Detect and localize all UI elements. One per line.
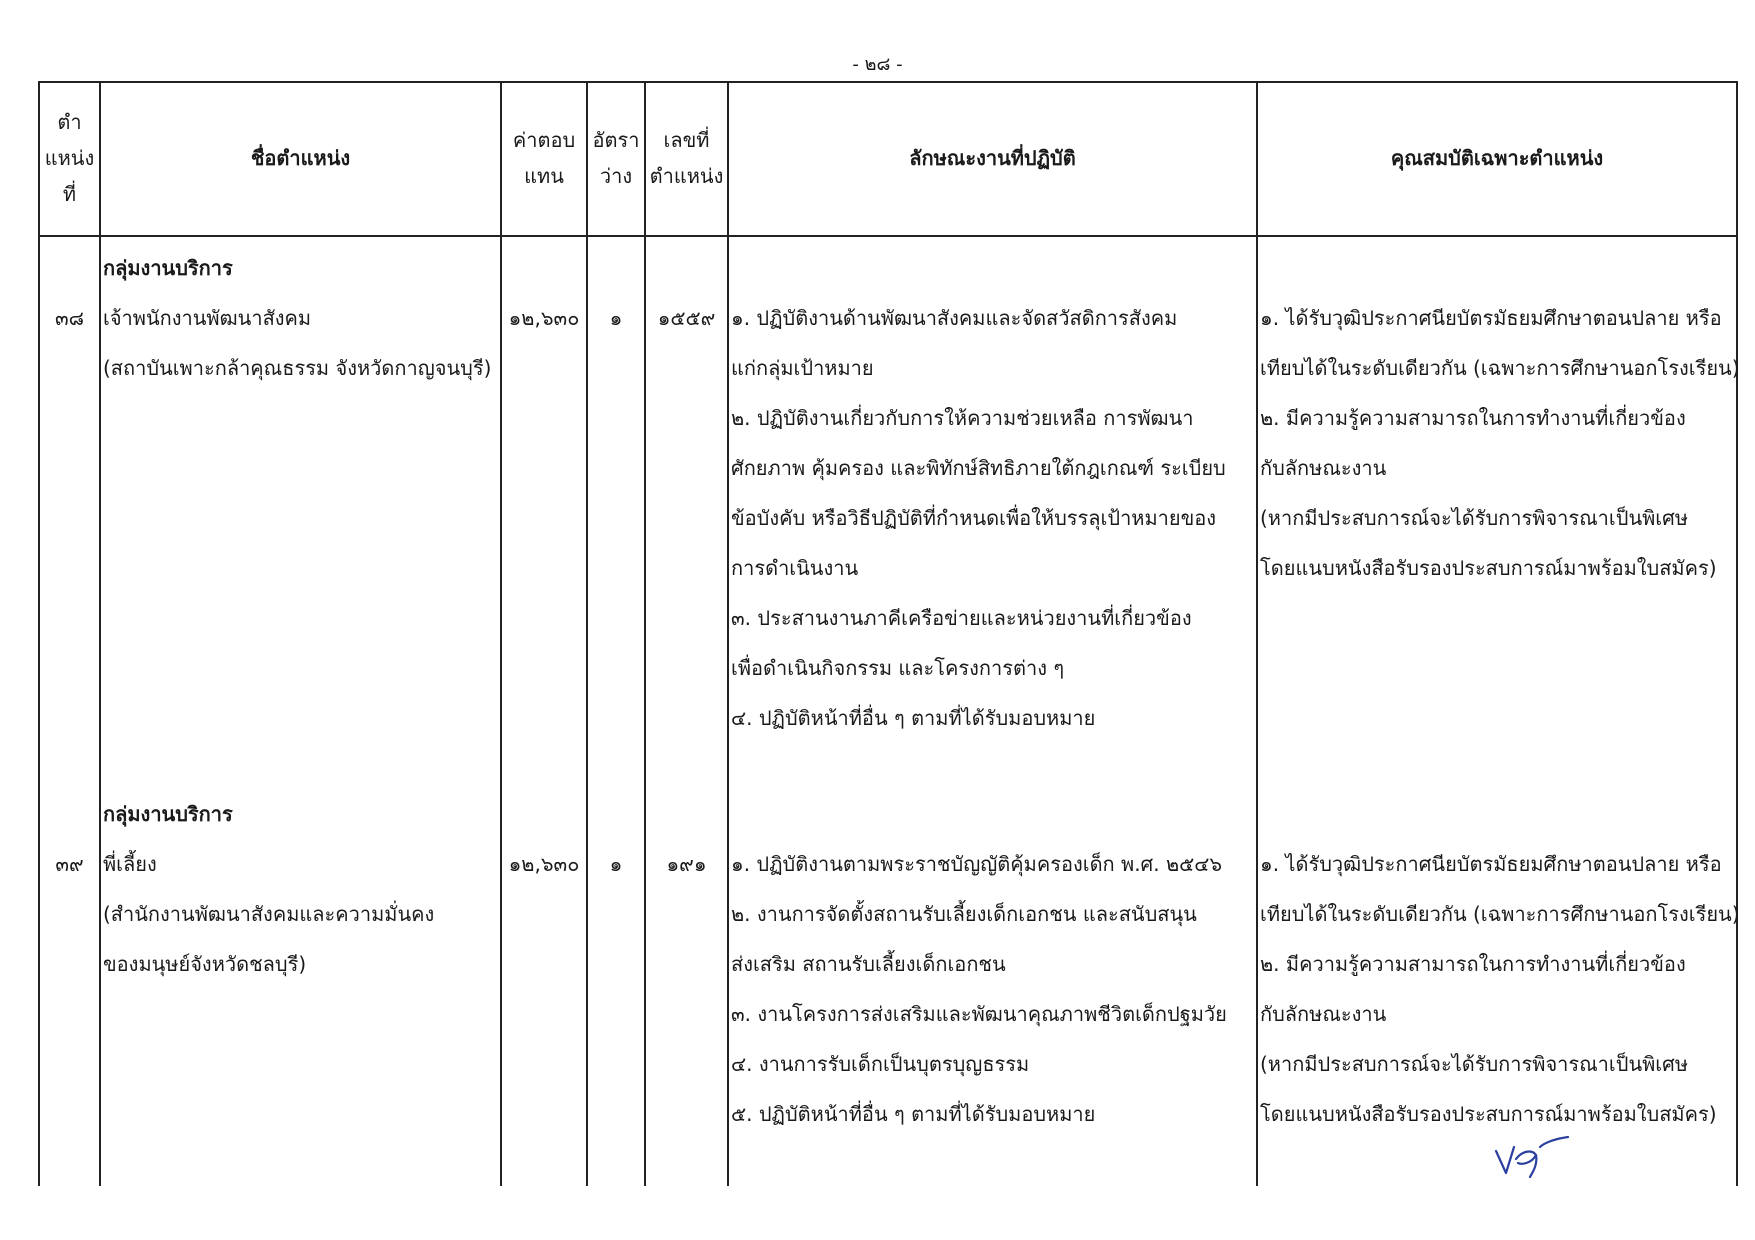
- duty-line: ๓. ประสานงานภาคีเครือข่ายและหน่วยงานที่เกี่ยวข้อง: [731, 606, 1192, 630]
- header-name: ชื่อตำแหน่ง: [250, 146, 351, 170]
- position-unit: (สำนักงานพัฒนาสังคมและความมั่นคง: [103, 902, 435, 926]
- compensation: ๑๒,๖๓๐: [508, 306, 580, 330]
- qualification-line: เทียบได้ในระดับเดียวกัน (เฉพาะการศึกษานอกโรงเรียน): [1260, 902, 1740, 926]
- signature-initials: [1492, 1133, 1572, 1181]
- position-number: ๓๘: [54, 306, 85, 330]
- duty-line: ๕. ปฏิบัติหน้าที่อื่น ๆ ตามที่ได้รับมอบหมาย: [731, 1102, 1096, 1126]
- position-code: ๑๙๑: [666, 852, 707, 876]
- qualification-line: (หากมีประสบการณ์จะได้รับการพิจารณาเป็นพิเศษ: [1260, 506, 1689, 530]
- position-number: ๓๙: [55, 852, 84, 876]
- column-divider: [586, 81, 588, 1186]
- header-no: ตำ แหน่ง ที่: [44, 110, 95, 206]
- duty-line: การดำเนินงาน: [731, 556, 859, 580]
- qualification-line: ๑. ได้รับวุฒิประกาศนียบัตรมัธยมศึกษาตอนปลาย หรือ: [1260, 306, 1722, 330]
- group-label: กลุ่มงานบริการ: [103, 802, 233, 826]
- duty-line: ๑. ปฏิบัติงานตามพระราชบัญญัติคุ้มครองเด็ก พ.ศ. ๒๕๔๖: [731, 852, 1223, 876]
- qualification-line: กับลักษณะงาน: [1260, 456, 1387, 480]
- position-name: เจ้าพนักงานพัฒนาสังคม: [103, 306, 312, 330]
- duty-line: ๓. งานโครงการส่งเสริมและพัฒนาคุณภาพชีวิตเด็กปฐมวัย: [731, 1002, 1227, 1026]
- header-posno: เลขที่ ตำแหน่ง: [649, 128, 724, 188]
- position-unit: ของมนุษย์จังหวัดชลบุรี): [103, 952, 307, 976]
- position-code: ๑๕๕๙: [657, 306, 716, 330]
- column-divider: [1256, 81, 1258, 1186]
- position-name: พี่เลี้ยง: [103, 852, 157, 876]
- duty-line: ๒. งานการจัดตั้งสถานรับเลี้ยงเด็กเอกชน และสนับสนุน: [731, 902, 1197, 926]
- header-divider: [38, 235, 1738, 237]
- duty-line: ศักยภาพ คุ้มครอง และพิทักษ์สิทธิภายใต้กฎเกณฑ์ ระเบียบ: [731, 456, 1226, 480]
- duty-line: ข้อบังคับ หรือวิธีปฏิบัติที่กำหนดเพื่อให้บรรลุเป้าหมายของ: [731, 506, 1217, 530]
- duty-line: ๔. งานการรับเด็กเป็นบุตรบุญธรรม: [731, 1052, 1030, 1076]
- vacancy-count: ๑: [609, 852, 623, 876]
- qualification-line: (หากมีประสบการณ์จะได้รับการพิจารณาเป็นพิเศษ: [1260, 1052, 1689, 1076]
- page-number: - ๒๘ -: [852, 54, 903, 75]
- header-duties: ลักษณะงานที่ปฏิบัติ: [909, 146, 1076, 170]
- qualification-line: กับลักษณะงาน: [1260, 1002, 1387, 1026]
- column-divider: [99, 81, 101, 1186]
- duty-line: แก่กลุ่มเป้าหมาย: [731, 356, 874, 380]
- column-divider: [644, 81, 646, 1186]
- compensation: ๑๒,๖๓๐: [508, 852, 580, 876]
- duty-line: เพื่อดำเนินกิจกรรม และโครงการต่าง ๆ: [731, 656, 1065, 680]
- duty-line: ๔. ปฏิบัติหน้าที่อื่น ๆ ตามที่ได้รับมอบหมาย: [731, 706, 1096, 730]
- vacancy-count: ๑: [609, 306, 623, 330]
- group-label: กลุ่มงานบริการ: [103, 256, 233, 280]
- qualification-line: โดยแนบหนังสือรับรองประสบการณ์มาพร้อมใบสมัคร): [1260, 556, 1717, 580]
- qualification-line: ๒. มีความรู้ความสามารถในการทำงานที่เกี่ยวข้อง: [1260, 952, 1686, 976]
- header-rate: อัตรา ว่าง: [592, 128, 640, 188]
- qualification-line: ๒. มีความรู้ความสามารถในการทำงานที่เกี่ยวข้อง: [1260, 406, 1686, 430]
- qualification-line: เทียบได้ในระดับเดียวกัน (เฉพาะการศึกษานอกโรงเรียน): [1260, 356, 1740, 380]
- duty-line: ส่งเสริม สถานรับเลี้ยงเด็กเอกชน: [731, 952, 1006, 976]
- column-divider: [500, 81, 502, 1186]
- position-unit: (สถาบันเพาะกล้าคุณธรรม จังหวัดกาญจนบุรี): [103, 356, 492, 380]
- header-pay: ค่าตอบ แทน: [512, 128, 576, 188]
- column-divider: [727, 81, 729, 1186]
- qualification-line: ๑. ได้รับวุฒิประกาศนียบัตรมัธยมศึกษาตอนปลาย หรือ: [1260, 852, 1722, 876]
- header-qualification: คุณสมบัติเฉพาะตำแหน่ง: [1390, 146, 1604, 170]
- duty-line: ๑. ปฏิบัติงานด้านพัฒนาสังคมและจัดสวัสดิการสังคม: [731, 306, 1178, 330]
- qualification-line: โดยแนบหนังสือรับรองประสบการณ์มาพร้อมใบสมัคร): [1260, 1102, 1717, 1126]
- duty-line: ๒. ปฏิบัติงานเกี่ยวกับการให้ความช่วยเหลือ การพัฒนา: [731, 406, 1194, 430]
